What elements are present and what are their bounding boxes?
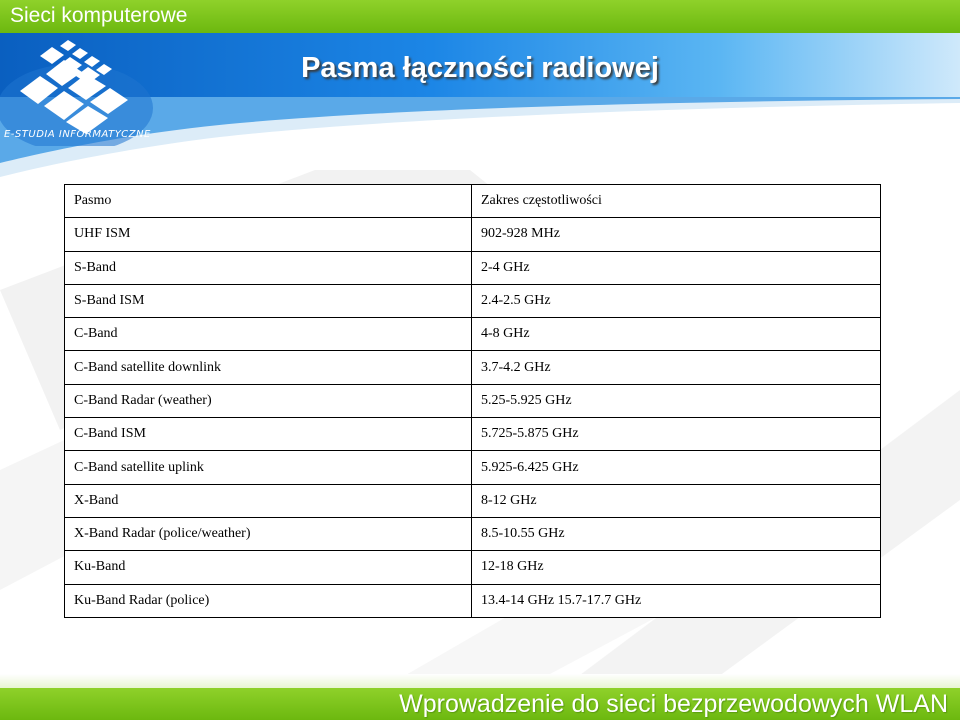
table-row [65,318,881,351]
table-row [65,551,881,584]
band-cell: C-Band satellite downlink [65,351,472,384]
band-cell: C-Band ISM [65,418,472,451]
band-cell: C-Band Radar (weather) [65,384,472,417]
table-row [65,418,881,451]
frequency-cell: 2.4-2.5 GHz [472,284,881,317]
footer-title: Wprowadzenie do sieci bezprzewodowych WLAN [399,690,948,718]
table-row [65,517,881,550]
frequency-table [64,184,881,618]
frequency-cell: 2-4 GHz [472,251,881,284]
table-row [65,218,881,251]
header-cell-range: Zakres częstotliwości [472,185,881,218]
band-cell: X-Band [65,484,472,517]
band-cell: C-Band [65,318,472,351]
frequency-cell: 8-12 GHz [472,484,881,517]
logo-text: E-STUDIA INFORMATYCZNE [4,129,151,140]
frequency-cell: 12-18 GHz [472,551,881,584]
frequency-cell: 8.5-10.55 GHz [472,517,881,550]
frequency-cell: 13.4-14 GHz 15.7-17.7 GHz [472,584,881,617]
course-title: Sieci komputerowe [10,4,188,27]
table-row [65,284,881,317]
band-cell: Ku-Band [65,551,472,584]
bands-table [64,184,881,618]
frequency-cell: 902-928 MHz [472,218,881,251]
table-row [65,351,881,384]
table-row [65,584,881,617]
frequency-cell: 4-8 GHz [472,318,881,351]
table-header-row [65,185,881,218]
table-row [65,451,881,484]
table-row [65,384,881,417]
bottom-strip [0,674,960,688]
table-row [65,484,881,517]
band-cell: Ku-Band Radar (police) [65,584,472,617]
band-cell: S-Band [65,251,472,284]
frequency-cell: 5.925-6.425 GHz [472,451,881,484]
frequency-cell: 3.7-4.2 GHz [472,351,881,384]
band-cell: S-Band ISM [65,284,472,317]
slide-title: Pasma łączności radiowej [301,52,659,84]
band-cell: UHF ISM [65,218,472,251]
frequency-cell: 5.725-5.875 GHz [472,418,881,451]
band-cell: X-Band Radar (police/weather) [65,517,472,550]
table-row [65,251,881,284]
header-cell-band: Pasmo [65,185,472,218]
band-cell: C-Band satellite uplink [65,451,472,484]
frequency-cell: 5.25-5.925 GHz [472,384,881,417]
